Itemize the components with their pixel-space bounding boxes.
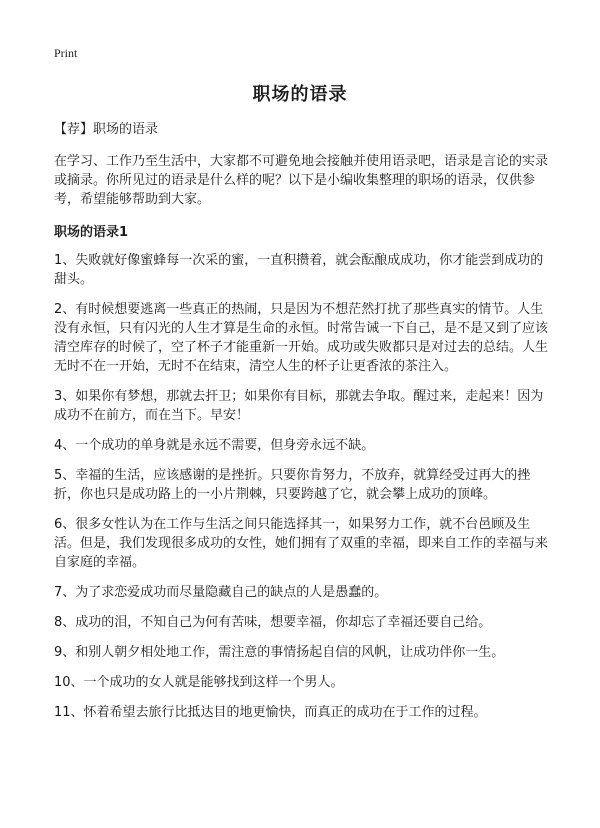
quote-item: 5、幸福的生活，应该感谢的是挫折。只要你肯努力，不放弃，就算经受过再大的挫折，你也只是成功路上的一小片荆棘，只要跨越了它，就会攀上成功的顶峰。 — [54, 468, 531, 502]
page-title: 职场的语录 — [252, 84, 348, 105]
recommend-line: 【荐】职场的语录 — [54, 122, 159, 137]
quote-item: 4、一个成功的单身就是永远不需要，但身旁永远不缺。 — [54, 438, 375, 453]
quote-item: 9、和别人朝夕相处地工作，需注意的事情扬起自信的风帆，让成功伴你一生。 — [54, 645, 505, 660]
document-body — [54, 120, 549, 733]
quote-item: 2、有时候想要逃离一些真正的热闹，只是因为不想茫然打扰了那些真实的情节。人生没有永恒，只有闪光的人生才算是生命的永恒。时常告诫一下自己，是不是又到了应该清空库存的时候了，空了杯子才能重新一开始。成功或失败都只是对过去的总结。人生无时不在一开始，无时不在结束，清空人生的杯子让更香浓的茶注入。 — [54, 302, 549, 374]
section-heading: 职场的语录1 — [54, 225, 129, 240]
print-link[interactable]: Print — [54, 46, 78, 60]
quote-item: 8、成功的泪，不知自己为何有苦味，想要幸福，你却忘了幸福还要自己给。 — [54, 615, 492, 630]
quote-item: 11、怀着希望去旅行比抵达目的地更愉快，而真正的成功在于工作的过程。 — [54, 705, 487, 720]
quote-item: 1、失败就好像蜜蜂每一次采的蜜，一直积攒着，就会酝酿成成功，你才能尝到成功的甜头。 — [54, 253, 544, 287]
quote-item: 10、一个成功的女人就是能够找到这样一个男人。 — [54, 675, 344, 690]
quote-item: 3、如果你有梦想，那就去扞卫；如果你有目标，那就去争取。醒过来，走起来！因为成功不在前方，而在当下。早安！ — [54, 389, 544, 423]
intro-paragraph: 在学习、工作乃至生活中，大家都不可避免地会接触并使用语录吧，语录是言论的实录或摘录。你所见过的语录是什么样的呢？以下是小编收集整理的职场的语录，仅供参考，希望能够帮助到大家。 — [54, 154, 549, 207]
quote-item: 6、很多女性认为在工作与生活之间只能选择其一，如果努力工作，就不台邑顾及生活。但是，我们发现很多成功的女性，她们拥有了双重的幸福，即来自工作的幸福与来自家庭的幸福。 — [54, 517, 549, 570]
quote-item: 7、为了求恋爱成功而尽量隐藏自己的缺点的人是愚蠢的。 — [54, 585, 388, 600]
quote-list — [54, 251, 549, 722]
